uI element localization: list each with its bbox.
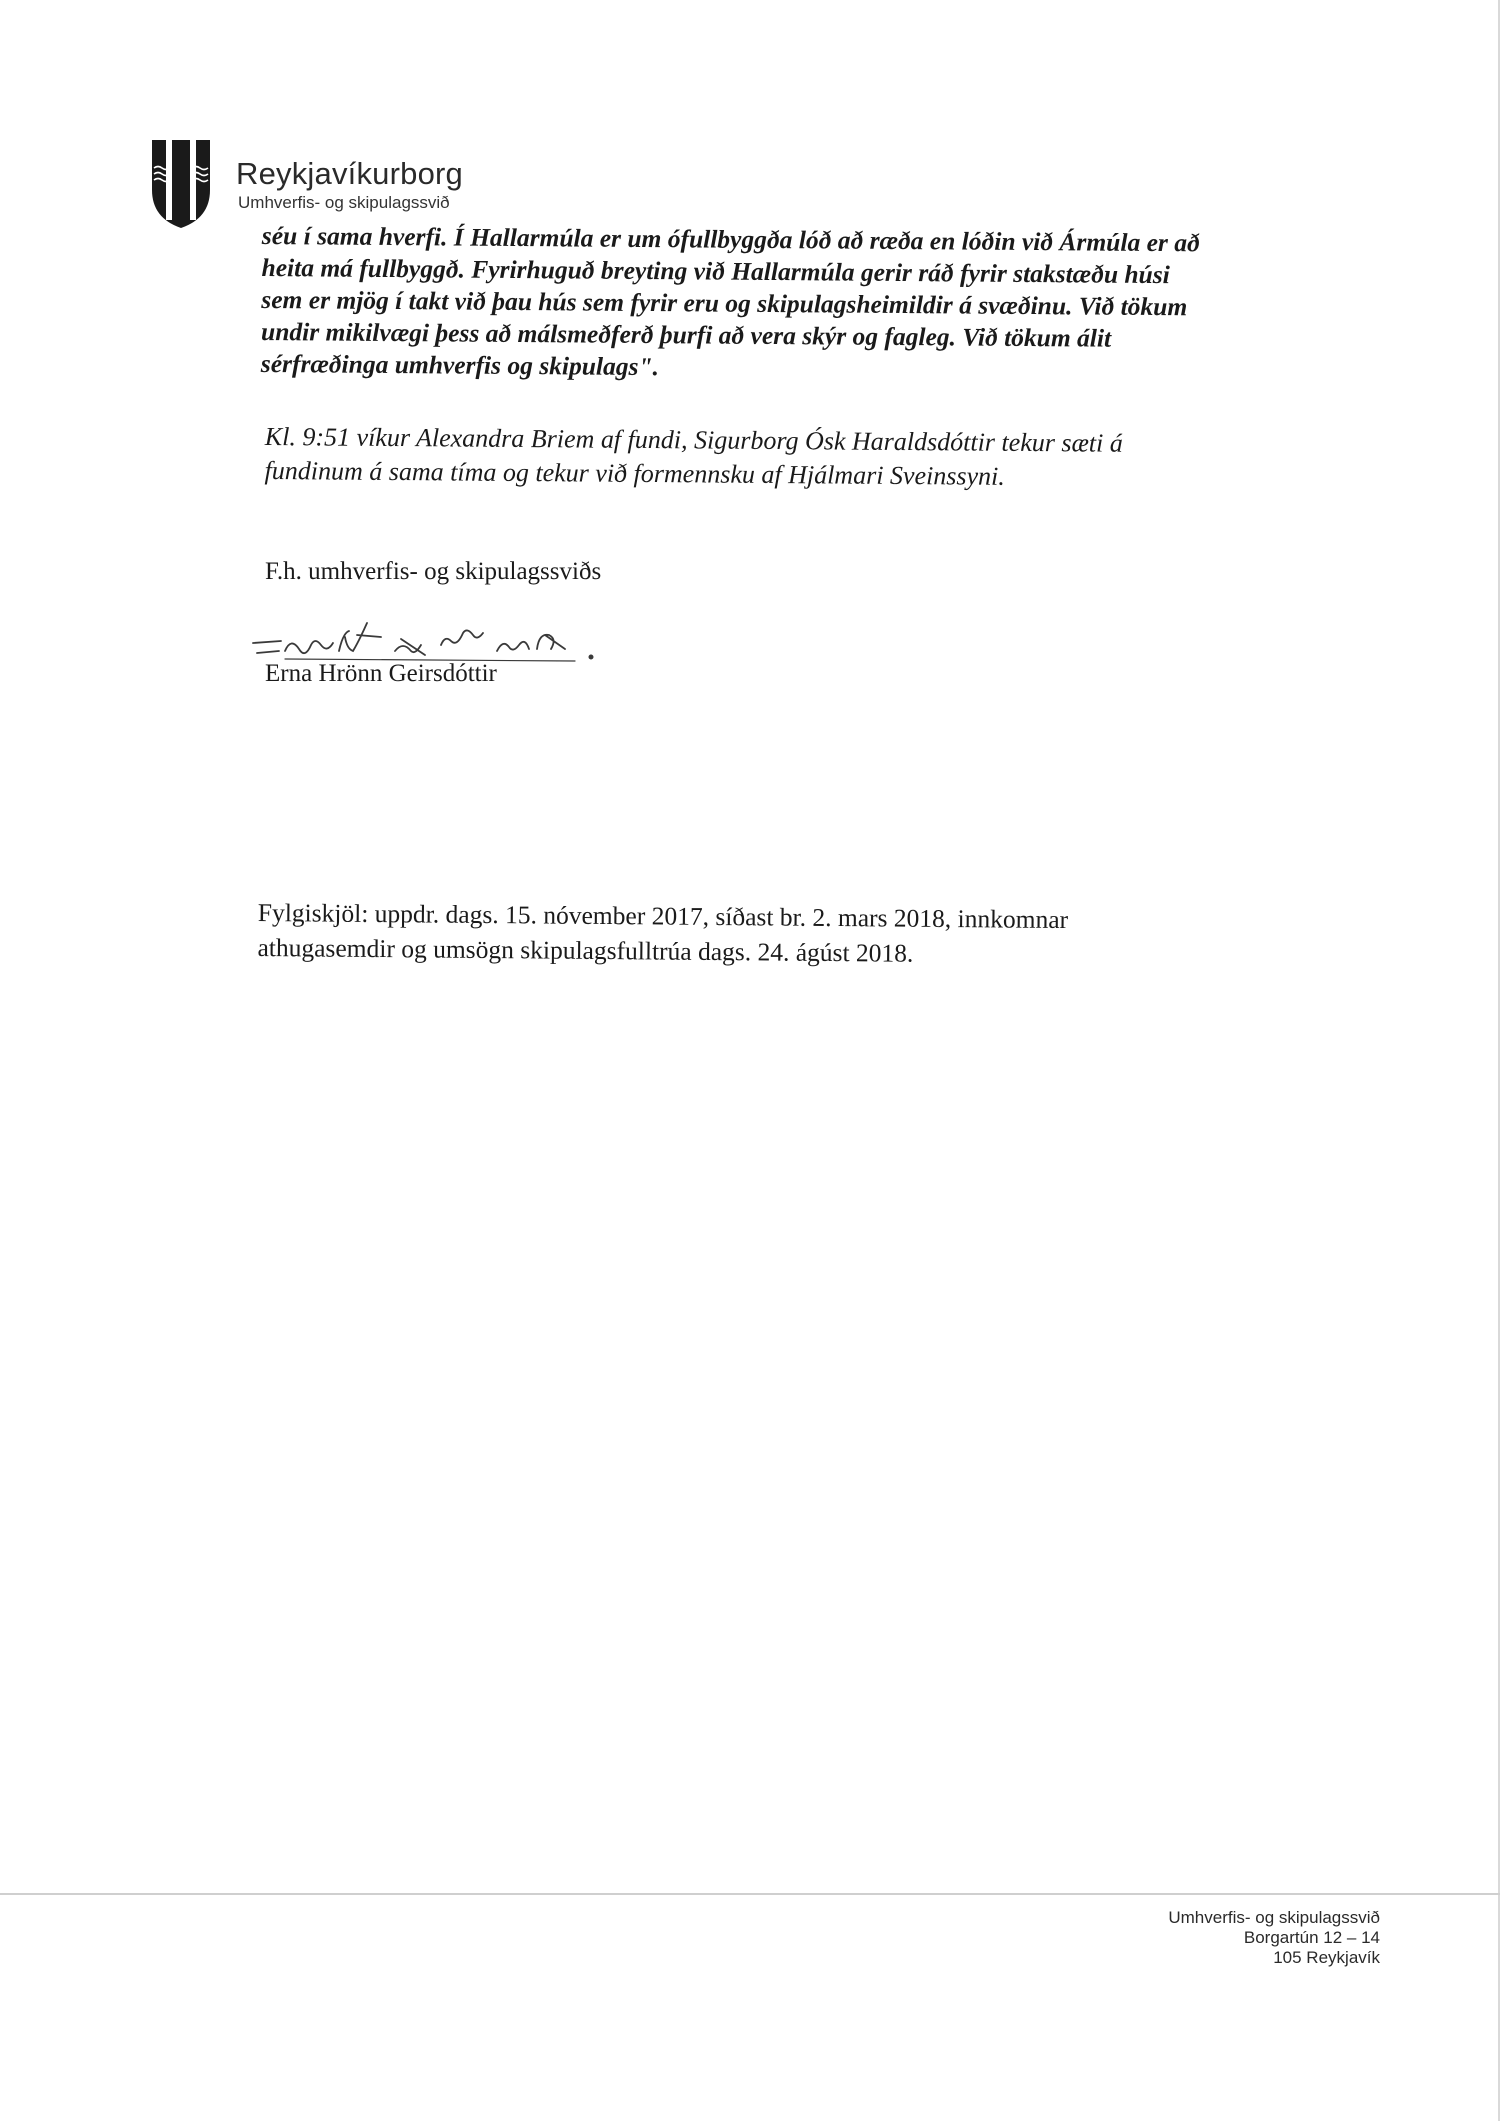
reykjavik-crest-logo (150, 138, 212, 230)
quote-line: sérfræðinga umhverfis og skipulags". (260, 348, 660, 382)
quote-paragraph (261, 220, 1200, 387)
footer-divider (0, 1893, 1500, 1895)
note-line: fundinum á sama tíma og tekur við formennsku af Hjálmari Sveinssyni. (264, 455, 1005, 491)
attachment-line: athugasemdir og umsögn skipulagsfulltrúa dags. 24. ágúst 2018. (257, 932, 914, 968)
signer-name: Erna Hrönn Geirsdóttir (265, 660, 497, 687)
signature-heading: F.h. umhverfis- og skipulagssviðs (265, 558, 602, 585)
note-line: Kl. 9:51 víkur Alexandra Briem af fundi, Sigurborg Ósk Haraldsdóttir tekur sæti á (264, 421, 1123, 458)
org-name: Reykjavíkurborg (236, 156, 463, 191)
quote-line: sem er mjög í takt við þau hús sem fyrir eru og skipulagsheimildir á svæðinu. Við tökum (261, 284, 1188, 322)
attachments-paragraph (257, 895, 1068, 972)
quote-line: undir mikilvægi þess að málsmeðferð þurfi að vera skýr og fagleg. Við tökum álit (261, 316, 1112, 353)
attachment-line: Fylgiskjöl: uppdr. dags. 15. nóvember 2017, síðast br. 2. mars 2018, innkomnar (257, 897, 1069, 935)
org-department: Umhverfis- og skipulagssvið (238, 193, 450, 212)
footer-department: Umhverfis- og skipulagssvið (1168, 1908, 1380, 1927)
meeting-note (264, 420, 1122, 495)
quote-line: séu í sama hverfi. Í Hallarmúla er um ófullbyggða lóð að ræða en lóðin við Ármúla er að (261, 220, 1200, 258)
footer-city: 105 Reykjavík (1273, 1948, 1380, 1967)
footer-street: Borgartún 12 – 14 (1243, 1928, 1380, 1947)
quote-line: heita má fullbyggð. Fyrirhuguð breyting við Hallarmúla gerir ráð fyrir stakstæðu húsi (261, 252, 1170, 290)
footer-address (1168, 1908, 1380, 1968)
